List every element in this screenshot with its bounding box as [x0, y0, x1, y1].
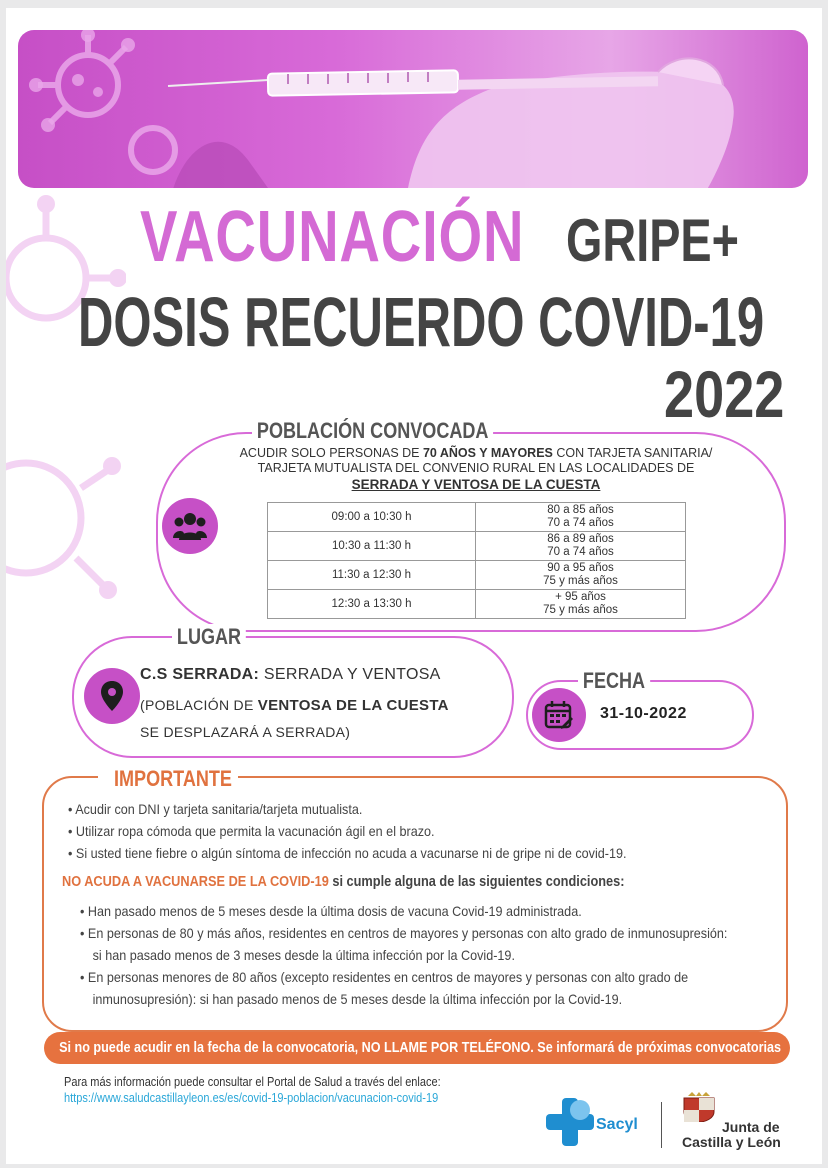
- list-item-cont: si han pasado menos de 3 meses desde la última infección por la Covid-19.: [92, 947, 515, 963]
- table-row: [268, 590, 686, 619]
- schedule-ages: 90 a 95 años 75 y más años: [476, 561, 686, 590]
- junta-logo-text: [682, 1120, 781, 1150]
- group-icon: [162, 498, 218, 554]
- intro-line2: TARJETA MUTUALISTA DEL CONVENIO RURAL EN LAS LOCALIDADES DE: [257, 461, 695, 475]
- poster: [6, 8, 822, 1164]
- table-row: [268, 503, 686, 532]
- conditions-list: [80, 900, 727, 1010]
- junta-line2: Castilla y León: [682, 1134, 781, 1150]
- title-gripe: GRIPE+: [566, 207, 739, 274]
- center-name: C.S SERRADA:: [140, 666, 260, 683]
- list-item: • En personas menores de 80 años (excepto residentes en centros de mayores y personas con alto grado de: [80, 969, 689, 985]
- more-info: [64, 1074, 441, 1106]
- list-item: • Han pasado menos de 5 meses desde la última dosis de vacuna Covid-19 administrada.: [80, 903, 582, 919]
- lugar-details: [140, 660, 449, 743]
- junta-castilla-leon-shield-icon: [682, 1092, 716, 1122]
- conditions-heading: [62, 874, 624, 890]
- sacyl-logo-icon: [546, 1096, 594, 1148]
- intro-card: CON TARJETA SANITARIA/: [552, 446, 713, 460]
- localidades: SERRADA Y VENTOSA DE LA CUESTA: [351, 477, 601, 492]
- note-locality: VENTOSA DE LA CUESTA: [257, 697, 449, 714]
- portal-link[interactable]: https://www.saludcastillayleon.es/es/covid-19-poblacion/vacunacion-covid-19: [64, 1091, 439, 1105]
- schedule-ages: 80 a 85 años 70 a 74 años: [476, 503, 686, 532]
- conditions-warning: NO ACUDA A VACUNARSE DE LA COVID-19: [62, 874, 329, 890]
- hero-image-syringe: [18, 30, 808, 188]
- intro-age: 70 AÑOS Y MAYORES: [422, 446, 553, 460]
- table-row: [268, 561, 686, 590]
- schedule-ages: + 95 años 75 y más años: [476, 590, 686, 619]
- calendar-icon: [532, 688, 586, 742]
- fecha-heading: FECHA: [578, 668, 650, 694]
- schedule-time: 09:00 a 10:30 h: [268, 503, 476, 532]
- poblacion-description: [196, 446, 756, 492]
- list-item: • En personas de 80 y más años, residentes en centros de mayores y personas con alto grado de inmunosupresión:: [80, 925, 728, 941]
- location-pin-icon: [84, 668, 140, 724]
- logo-divider: [661, 1102, 662, 1148]
- virus-decoration-icon: [6, 188, 126, 648]
- title-year: 2022: [664, 357, 785, 431]
- poblacion-heading: POBLACIÓN CONVOCADA: [252, 418, 493, 444]
- conditions-intro: si cumple alguna de las siguientes condiciones:: [328, 874, 625, 890]
- schedule-time: 10:30 a 11:30 h: [268, 532, 476, 561]
- intro-text: ACUDIR SOLO PERSONAS DE: [239, 446, 423, 460]
- schedule-table: [267, 502, 686, 619]
- importante-list: [68, 798, 626, 864]
- banner-text: Si no puede acudir en la fecha de la convocatoria, NO LLAME POR TELÉFONO. Se informará de próximas convocatorias: [59, 1039, 781, 1056]
- title-vacunacion: VACUNACIÓN: [140, 197, 525, 277]
- schedule-ages: 86 a 89 años 70 a 74 años: [476, 532, 686, 561]
- list-item-cont: inmunosupresión): si han pasado menos de 5 meses desde la última infección por la Covid-19.: [92, 991, 623, 1007]
- warning-banner: [44, 1032, 790, 1064]
- lugar-heading: LUGAR: [172, 624, 246, 650]
- info-text: Para más información puede consultar el Portal de Salud a través del enlace:: [64, 1075, 441, 1089]
- note-text: (POBLACIÓN DE: [140, 697, 258, 713]
- junta-line1: Junta de: [722, 1119, 780, 1135]
- list-item: • Acudir con DNI y tarjeta sanitaria/tarjeta mutualista.: [68, 801, 363, 817]
- fecha-value: 31-10-2022: [600, 705, 687, 722]
- sacyl-logo-text: Sacyl: [596, 1116, 638, 1133]
- importante-heading: IMPORTANTE: [114, 766, 232, 791]
- center-localities: SERRADA Y VENTOSA: [259, 666, 441, 683]
- note-line2: SE DESPLAZARÁ A SERRADA): [140, 724, 351, 740]
- list-item: • Utilizar ropa cómoda que permita la vacunación ágil en el brazo.: [68, 823, 435, 839]
- table-row: [268, 532, 686, 561]
- schedule-time: 12:30 a 13:30 h: [268, 590, 476, 619]
- schedule-time: 11:30 a 12:30 h: [268, 561, 476, 590]
- list-item: • Si usted tiene fiebre o algún síntoma de infección no acuda a vacunarse ni de gripe ni de covid-19.: [68, 845, 627, 861]
- importante-heading-wrap: [98, 766, 238, 792]
- title-dosis-recuerdo: DOSIS RECUERDO COVID-19: [78, 283, 765, 361]
